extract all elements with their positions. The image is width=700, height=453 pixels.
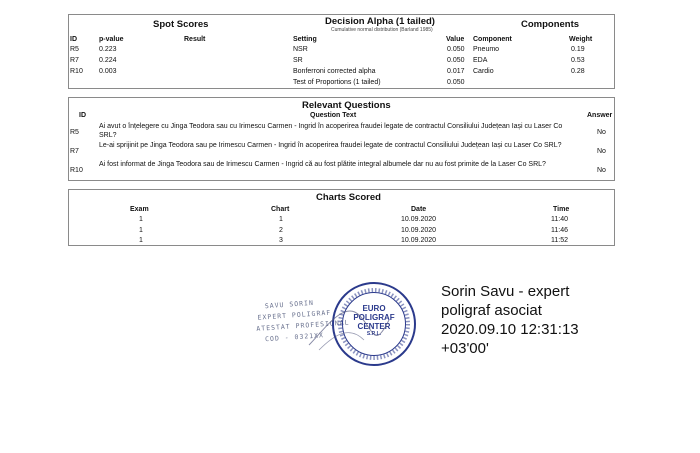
question-answer: No bbox=[597, 129, 606, 136]
setting-cell: Test of Proportions (1 tailed) bbox=[293, 79, 381, 86]
question-text: Ai avut o înțelegere cu Jinga Teodora sau cu Irimescu Carmen - Ingrid în acoperirea fraudei legate de contractul Consiliului Județean Iași cu Laser Co SRL? bbox=[99, 123, 563, 139]
value-header: Value bbox=[446, 36, 465, 43]
decision-alpha-title: Decision Alpha (1 tailed) bbox=[325, 16, 435, 27]
chart-cell: 2 bbox=[279, 227, 283, 234]
spot-result-header: Result bbox=[184, 36, 206, 43]
question-id: R5 bbox=[70, 129, 79, 136]
question-text: Le-ai sprijinit pe Jinga Teodora sau pe Irimescu Carmen - Ingrid în acoperirea fraudei legate de contractul Consiliului Județean Iași cu Laser Co SRL? bbox=[99, 142, 562, 149]
time-cell: 11:40 bbox=[551, 216, 568, 223]
spot-scores-title: Spot Scores bbox=[153, 19, 209, 30]
exam-cell: 1 bbox=[139, 216, 143, 223]
stamp-center-line: POLIGRAF bbox=[353, 313, 395, 322]
spot-row-id: R7 bbox=[70, 57, 79, 64]
time-cell: 11:46 bbox=[551, 227, 568, 234]
summary-panel bbox=[68, 14, 615, 89]
decision-alpha-subtitle: Cumulative normal distribution (Barland 1985) bbox=[331, 27, 433, 33]
components-title: Components bbox=[521, 19, 580, 30]
exam-cell: 1 bbox=[139, 227, 143, 234]
component-cell: EDA bbox=[473, 57, 488, 64]
digital-signature bbox=[441, 282, 579, 358]
stamp-center-line: S.R.L. bbox=[366, 331, 382, 337]
signature-line: 2020.09.10 12:31:13 bbox=[441, 321, 579, 338]
relevant-questions-panel bbox=[68, 97, 615, 181]
date-cell: 10.09.2020 bbox=[401, 227, 437, 234]
spot-row-id: R10 bbox=[70, 68, 83, 75]
stamp-center-line: EURO bbox=[362, 304, 386, 313]
spot-pvalue-header: p-value bbox=[99, 36, 124, 43]
weight-header: Weight bbox=[569, 36, 593, 43]
stamp-line: COD - 0321XX bbox=[264, 331, 325, 344]
value-cell: 0.050 bbox=[447, 57, 465, 64]
question-id: R7 bbox=[70, 148, 79, 155]
time-header: Time bbox=[553, 206, 570, 213]
spot-row-pvalue: 0.003 bbox=[99, 68, 117, 75]
question-text-header: Question Text bbox=[310, 112, 357, 119]
date-cell: 10.09.2020 bbox=[401, 216, 437, 223]
value-cell: 0.050 bbox=[447, 46, 465, 53]
value-cell: 0.050 bbox=[447, 79, 465, 86]
weight-cell: 0.19 bbox=[571, 46, 585, 53]
component-cell: Pneumo bbox=[473, 46, 500, 53]
signature-line: +03'00' bbox=[441, 340, 489, 357]
signature-line: Sorin Savu - expert bbox=[441, 283, 570, 300]
weight-cell: 0.28 bbox=[571, 68, 585, 75]
component-cell: Cardio bbox=[473, 68, 494, 75]
question-answer: No bbox=[597, 167, 606, 174]
answer-header: Answer bbox=[587, 112, 613, 119]
stamp-line: ATESTAT PROFESIONAL bbox=[256, 318, 350, 333]
chart-cell: 3 bbox=[279, 237, 283, 244]
component-header: Component bbox=[473, 36, 512, 43]
question-answer: No bbox=[597, 148, 606, 155]
charts-scored-title: Charts Scored bbox=[316, 192, 381, 203]
company-round-stamp bbox=[332, 282, 416, 366]
setting-cell: SR bbox=[293, 57, 303, 64]
spot-row-pvalue: 0.224 bbox=[99, 57, 117, 64]
setting-header: Setting bbox=[293, 36, 317, 43]
question-id-header: ID bbox=[79, 112, 86, 119]
date-header: Date bbox=[411, 206, 427, 213]
question-id: R10 bbox=[70, 167, 83, 174]
setting-cell: Bonferroni corrected alpha bbox=[293, 68, 376, 75]
time-cell: 11:52 bbox=[551, 237, 568, 244]
value-cell: 0.017 bbox=[447, 68, 465, 75]
weight-cell: 0.53 bbox=[571, 57, 585, 64]
exam-header: Exam bbox=[130, 206, 149, 213]
stamp-line: EXPERT POLIGRAF bbox=[257, 308, 332, 322]
chart-cell: 1 bbox=[279, 216, 283, 223]
stamp-center-line: CENTER bbox=[357, 322, 391, 331]
signature-scribble bbox=[304, 290, 394, 360]
relevant-questions-title: Relevant Questions bbox=[302, 100, 391, 111]
chart-header: Chart bbox=[271, 206, 290, 213]
stamp-line: SAVU SORIN bbox=[264, 298, 315, 311]
charts-scored-panel bbox=[68, 189, 615, 246]
exam-cell: 1 bbox=[139, 237, 143, 244]
date-cell: 10.09.2020 bbox=[401, 237, 437, 244]
spot-row-id: R5 bbox=[70, 46, 79, 53]
spot-row-pvalue: 0.223 bbox=[99, 46, 117, 53]
spot-id-header: ID bbox=[70, 36, 77, 43]
question-text: Ai fost informat de Jinga Teodora sau de Irimescu Carmen - Ingrid că au fost plătite integral albumele dar nu au fost primite de la Laser Co SRL? bbox=[99, 161, 546, 168]
setting-cell: NSR bbox=[293, 46, 308, 53]
signature-line: poligraf asociat bbox=[441, 302, 542, 319]
